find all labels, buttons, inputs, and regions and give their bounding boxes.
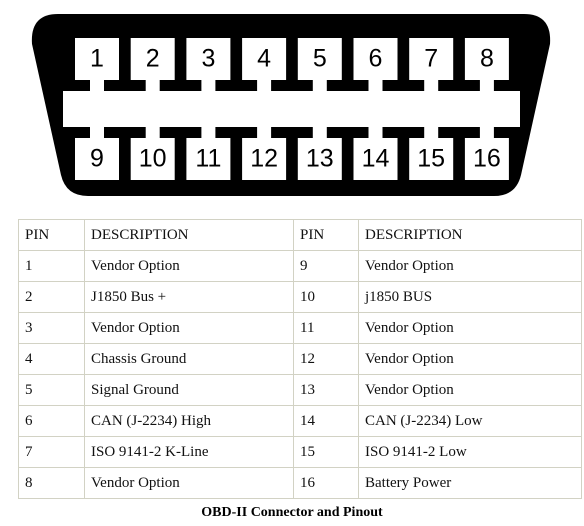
slot-neck	[313, 77, 327, 93]
pin-number-label: 6	[368, 44, 383, 73]
pin-number-label: 10	[138, 144, 167, 173]
pin-description: Vendor Option	[359, 344, 582, 375]
pin-number: 7	[19, 437, 85, 468]
pin-number: 14	[294, 406, 359, 437]
pin-number-label: 15	[417, 144, 446, 173]
pin-description: Vendor Option	[359, 375, 582, 406]
slot-neck	[146, 124, 160, 141]
pin-description: Vendor Option	[85, 251, 294, 282]
pin-number: 9	[294, 251, 359, 282]
pin-description: Signal Ground	[85, 375, 294, 406]
pin-number: 4	[19, 344, 85, 375]
slot-neck	[90, 77, 104, 93]
pin-description: J1850 Bus +	[85, 282, 294, 313]
slot-neck	[424, 77, 438, 93]
table-row	[19, 313, 582, 344]
pin-number-label: 11	[195, 144, 222, 173]
pin-number: 6	[19, 406, 85, 437]
pin-number: 2	[19, 282, 85, 313]
pin-number-label: 2	[145, 44, 160, 73]
pin-description: Vendor Option	[85, 313, 294, 344]
slot-neck	[201, 77, 215, 93]
slot-neck	[313, 124, 327, 141]
header-pin: PIN	[19, 220, 85, 251]
pin-description: j1850 BUS	[359, 282, 582, 313]
pin-number: 12	[294, 344, 359, 375]
pin-number-label: 12	[250, 144, 279, 173]
slot-neck	[201, 124, 215, 141]
pin-number: 11	[294, 313, 359, 344]
pin-description: Vendor Option	[359, 313, 582, 344]
pin-number: 8	[19, 468, 85, 499]
pin-description: ISO 9141-2 Low	[359, 437, 582, 468]
pin-description: Vendor Option	[85, 468, 294, 499]
pin-description: CAN (J-2234) High	[85, 406, 294, 437]
table-row	[19, 406, 582, 437]
pin-number-label: 16	[472, 144, 501, 173]
table-row	[19, 468, 582, 499]
pin-number: 16	[294, 468, 359, 499]
table-row	[19, 282, 582, 313]
header-description: DESCRIPTION	[85, 220, 294, 251]
slot-neck	[146, 77, 160, 93]
table-row	[19, 344, 582, 375]
connector-channel	[63, 91, 520, 127]
header-pin: PIN	[294, 220, 359, 251]
pin-number: 1	[19, 251, 85, 282]
pin-number: 5	[19, 375, 85, 406]
pinout-table	[18, 219, 582, 499]
pin-number-label: 7	[424, 44, 439, 73]
slot-neck	[424, 124, 438, 141]
slot-neck	[257, 124, 271, 141]
slot-neck	[480, 77, 494, 93]
connector-svg	[0, 0, 584, 216]
pin-number-label: 13	[305, 144, 334, 173]
header-description: DESCRIPTION	[359, 220, 582, 251]
table-row	[19, 251, 582, 282]
pin-number-label: 9	[90, 144, 104, 173]
slot-neck	[257, 77, 271, 93]
pin-number-label: 1	[90, 44, 104, 73]
pin-number: 10	[294, 282, 359, 313]
pin-number-label: 5	[312, 44, 327, 73]
pin-number-label: 14	[361, 144, 390, 173]
slot-neck	[369, 77, 383, 93]
slot-neck	[90, 124, 104, 141]
pin-description: CAN (J-2234) Low	[359, 406, 582, 437]
slot-neck	[480, 124, 494, 141]
pin-number-label: 4	[257, 44, 272, 73]
table-header-row	[19, 220, 582, 251]
pin-description: Battery Power	[359, 468, 582, 499]
pin-number-label: 3	[201, 44, 216, 73]
figure-caption: OBD-II Connector and Pinout	[201, 505, 383, 520]
pin-number: 3	[19, 313, 85, 344]
slot-neck	[369, 124, 383, 141]
table-row	[19, 375, 582, 406]
pin-number: 13	[294, 375, 359, 406]
pin-description: Vendor Option	[359, 251, 582, 282]
pin-number: 15	[294, 437, 359, 468]
pin-description: ISO 9141-2 K-Line	[85, 437, 294, 468]
table-row	[19, 437, 582, 468]
pin-number-label: 8	[479, 44, 494, 73]
pin-description: Chassis Ground	[85, 344, 294, 375]
obd2-connector-diagram	[0, 0, 584, 216]
